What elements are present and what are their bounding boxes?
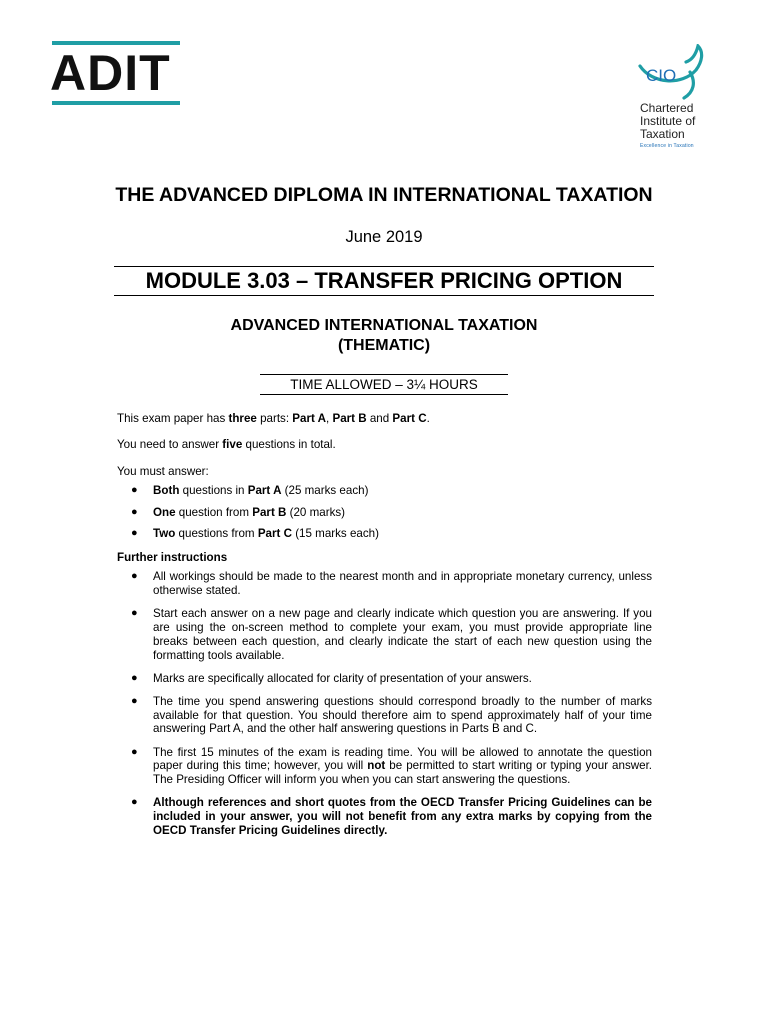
text-run: Both (153, 484, 180, 498)
text-run: Although references and short quotes from the OECD Transfer Pricing Guidelines can be included in your answer, you will not benefit from any extra marks by copying from the OECD Transfer Pricing Guidelines directly. (153, 796, 652, 837)
instructions-body (117, 412, 652, 847)
exam-date: June 2019 (345, 228, 423, 246)
total-sentence (117, 438, 652, 452)
list-item (117, 672, 652, 686)
bullet-icon: ● (131, 694, 138, 707)
module-title: MODULE 3.03 – TRANSFER PRICING OPTION (114, 266, 654, 296)
bullet-icon: ● (131, 745, 138, 758)
text-run: be permitted to start writing or typing your answer. The Presiding Officer will inform you when you can start answering the questions. (153, 759, 653, 787)
bullet-icon: ● (131, 570, 138, 583)
text-run: . (426, 412, 430, 425)
text-run: five (222, 438, 243, 452)
adit-logo-bottom-bar (52, 101, 180, 105)
ciot-tagline: Excellence in Taxation (640, 143, 694, 149)
paper-subtitle (0, 316, 768, 356)
ciot-emblem-icon (632, 44, 712, 100)
text-run: The time you spend answering questions should correspond broadly to the number of marks available for that question. You should therefore aim to spend approximately half of your time answering Part A, and the other half answering questions in Parts B and C. (153, 694, 652, 736)
text-run: Part C (392, 412, 427, 425)
text-run: The first 15 minutes of the exam is reading time. You will be allowed to annotate the question paper during this time; however, you will (153, 745, 652, 773)
further-instructions-list (117, 570, 652, 837)
parts-sentence (117, 412, 652, 426)
text-run: Part B (332, 412, 367, 425)
list-item (117, 796, 652, 837)
bullet-icon: ● (131, 505, 138, 518)
text-run: Part B (252, 505, 287, 519)
text-run: This exam paper has (117, 412, 229, 425)
ciot-name-line-2: Institute of (640, 114, 696, 128)
time-allowed: TIME ALLOWED – 3¼ HOURS (260, 374, 508, 395)
subtitle-line-1: ADVANCED INTERNATIONAL TAXATION (230, 317, 538, 334)
list-item (117, 607, 652, 662)
text-run: questions in total. (242, 438, 336, 452)
bullet-icon: ● (131, 671, 138, 684)
further-instructions-heading: Further instructions (117, 550, 228, 564)
text-run: Two (153, 526, 176, 540)
ciot-logo (640, 44, 720, 149)
must-answer-list (117, 484, 652, 540)
list-item (117, 527, 652, 541)
text-run: and (366, 412, 393, 425)
text-run: Part A (247, 484, 282, 498)
ciot-name (640, 102, 720, 141)
text-run: You need to answer (117, 438, 223, 452)
adit-logo-word: ADIT (50, 45, 171, 101)
must-answer-label: You must answer: (117, 464, 209, 478)
text-run: Marks are specifically allocated for clarity of presentation of your answers. (153, 671, 532, 685)
text-run: (20 marks) (286, 505, 346, 519)
text-run: questions in (179, 484, 248, 498)
bullet-icon: ● (131, 484, 138, 497)
text-run: not (367, 759, 386, 773)
subtitle-line-2: (THEMATIC) (337, 337, 431, 354)
list-item (117, 484, 652, 498)
list-item (117, 570, 652, 598)
text-run: (25 marks each) (281, 484, 369, 498)
text-run: One (153, 505, 176, 519)
adit-logo (52, 41, 180, 105)
ciot-name-line-1: Chartered (640, 101, 694, 115)
list-item (117, 746, 652, 787)
text-run: three (228, 412, 257, 425)
text-run: Start each answer on a new page and clearly indicate which question you are answering. If you are using the on-screen method to complete your exam, you must provide appropriate line breaks between each question, and clearly indicate the start of each new question using the formatting tools available. (153, 607, 652, 662)
list-item (117, 506, 652, 520)
text-run: (15 marks each) (291, 526, 379, 540)
text-run: All workings should be made to the nearest month and in appropriate monetary currency, unless otherwise stated. (153, 570, 652, 598)
text-run: Part A (292, 412, 327, 425)
text-run: , (326, 412, 333, 425)
text-run: question from (175, 505, 253, 519)
document-title: THE ADVANCED DIPLOMA IN INTERNATIONAL TAXATION (115, 184, 653, 206)
ciot-name-line-3: Taxation (640, 127, 685, 141)
bullet-icon: ● (131, 607, 138, 620)
text-run: Part C (257, 526, 292, 540)
text-run: parts: (256, 412, 293, 425)
bullet-icon: ● (131, 526, 138, 539)
list-item (117, 695, 652, 736)
bullet-icon: ● (131, 796, 138, 809)
ciot-initials: CIO (646, 66, 677, 85)
text-run: questions from (175, 526, 258, 540)
